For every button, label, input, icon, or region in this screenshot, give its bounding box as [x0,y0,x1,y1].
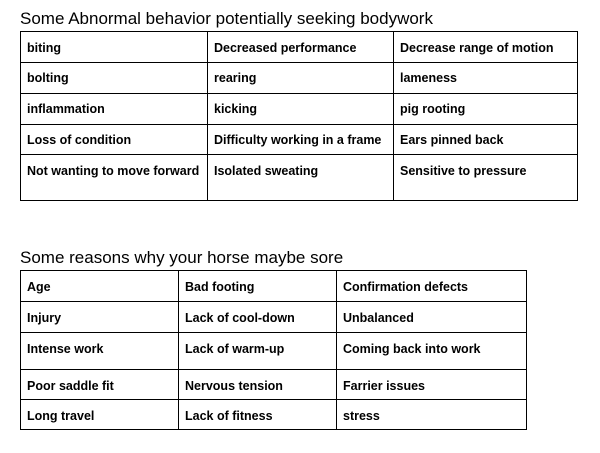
table-cell: stress [337,400,527,430]
table-cell: Intense work [21,333,179,370]
table-cell: Long travel [21,400,179,430]
table-cell: rearing [208,63,394,94]
table-cell: Confirmation defects [337,271,527,302]
table-cell: lameness [394,63,578,94]
section1-title: Some Abnormal behavior potentially seeking bodywork [20,9,433,28]
table-cell: Sensitive to pressure [394,155,578,201]
table-row [21,333,527,370]
table-cell: kicking [208,94,394,125]
table-row [21,271,527,302]
table-cell: Decreased performance [208,32,394,63]
table-cell: Lack of warm-up [179,333,337,370]
table-cell: Unbalanced [337,302,527,333]
table-cell: pig rooting [394,94,578,125]
table-cell: Age [21,271,179,302]
table-row [21,125,578,155]
table-row [21,302,527,333]
section2-title: Some reasons why your horse maybe sore [20,248,344,267]
sore-reasons-table [20,270,527,430]
table-row [21,370,527,400]
table-cell: Loss of condition [21,125,208,155]
table-row [21,32,578,63]
table-row [21,400,527,430]
table-row [21,63,578,94]
table-cell: Difficulty working in a frame [208,125,394,155]
table-cell: Injury [21,302,179,333]
table-cell: Farrier issues [337,370,527,400]
table-cell: biting [21,32,208,63]
table-cell: Decrease range of motion [394,32,578,63]
table-cell: Lack of fitness [179,400,337,430]
table-cell: Not wanting to move forward [21,155,208,201]
table-cell: inflammation [21,94,208,125]
table-row [21,155,578,201]
abnormal-behavior-table [20,31,578,201]
table-cell: Lack of cool-down [179,302,337,333]
table-cell: Nervous tension [179,370,337,400]
table-cell: Ears pinned back [394,125,578,155]
table-cell: Isolated sweating [208,155,394,201]
table-cell: Coming back into work [337,333,527,370]
table-cell: bolting [21,63,208,94]
table-row [21,94,578,125]
table-cell: Bad footing [179,271,337,302]
table-cell: Poor saddle fit [21,370,179,400]
